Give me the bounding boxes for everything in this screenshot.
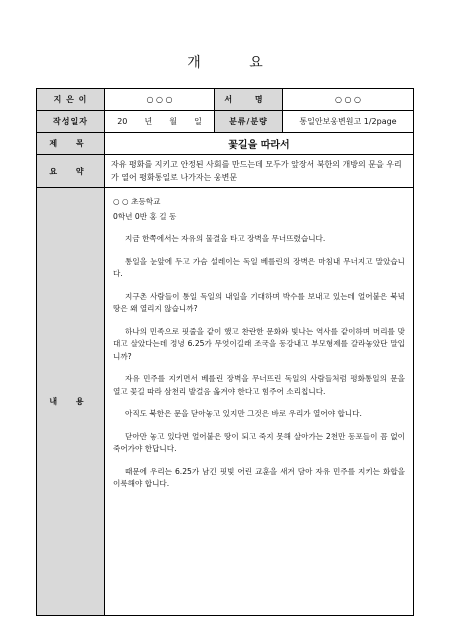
paragraph: 아직도 북한은 문을 닫아놓고 있지만 그것은 바로 우리가 열어야 합니다. [125,409,362,418]
paragraph: 통일을 눈앞에 두고 가슴 설레이는 독일 베를린의 장벽은 마침내 무너지고 말았습니다. [113,256,405,278]
summary-value: 자유 평화를 지키고 안정된 사회를 만드는데 모두가 앞장서 북한의 개방의 문을 우리가 열어 평화통일로 나가자는 웅변문 [111,160,402,182]
author-value: ○ ○ ○ [105,89,215,110]
author-label: 지 은 이 [37,89,105,110]
signature-value: ○ ○ ○ [334,95,362,104]
page-title: 개 요 [187,55,285,71]
school-name: ○ ○ 초등학교 [113,197,161,206]
summary-label: 요 약 [37,155,105,187]
paragraph: 자유 민주를 지키면서 베를린 장벽을 무너뜨린 독일의 사람들처럼 평화통일의 문을 열고 꽃길 따라 삼천리 발걸음 옮겨야 한다고 힘주어 소리칩니다. [113,374,405,396]
signature-label: 서 명 [215,89,283,110]
row-date [37,111,413,133]
paragraph: 하나의 민족으로 핏줄을 같이 했고 찬란한 문화와 빛나는 역사를 같이하며 머리를 맞대고 살았다는데 정녕 6.25가 무엇이길래 조국을 동강내고 부모형제를 갈라놓았단 말입니까? [113,326,405,361]
student-name: 0학년 0반 홍 길 동 [113,211,177,221]
row-summary [37,155,413,188]
date-value: 20 년 월 일 [105,111,215,132]
paragraph: 닫아만 놓고 있다면 얼어붙은 땅이 되고 죽지 못해 살아가는 2천만 동포들이 꼼 없이 죽어가야 한답니다. [113,431,405,453]
content-body [105,188,413,615]
row-subject [37,133,413,155]
content-label: 내 용 [37,188,105,615]
paragraph: 지구촌 사람들이 통일 독일의 내일을 기대하며 박수를 보내고 있는데 얼어붙은 북녘 땅은 왜 열리지 않습니까? [113,291,405,313]
row-content [37,188,413,615]
row-author [37,89,413,111]
category-label: 분류/분량 [215,111,283,132]
date-label: 작성일자 [37,111,105,132]
subject-label: 제 목 [37,133,105,154]
category-value: 통일안보웅변원고 1/2page [299,117,397,126]
paragraph: 지금 한쪽에서는 자유의 물결을 타고 장벽을 무너뜨렸습니다. [125,234,326,243]
paragraph: 때문에 우리는 6.25가 남긴 핏빛 어린 교훈을 새겨 담아 자유 민주를 지키는 화합을 이룩해야 합니다. [113,466,405,488]
subject-value: 꽃길을 따라서 [228,140,290,151]
summary-form [36,88,414,616]
